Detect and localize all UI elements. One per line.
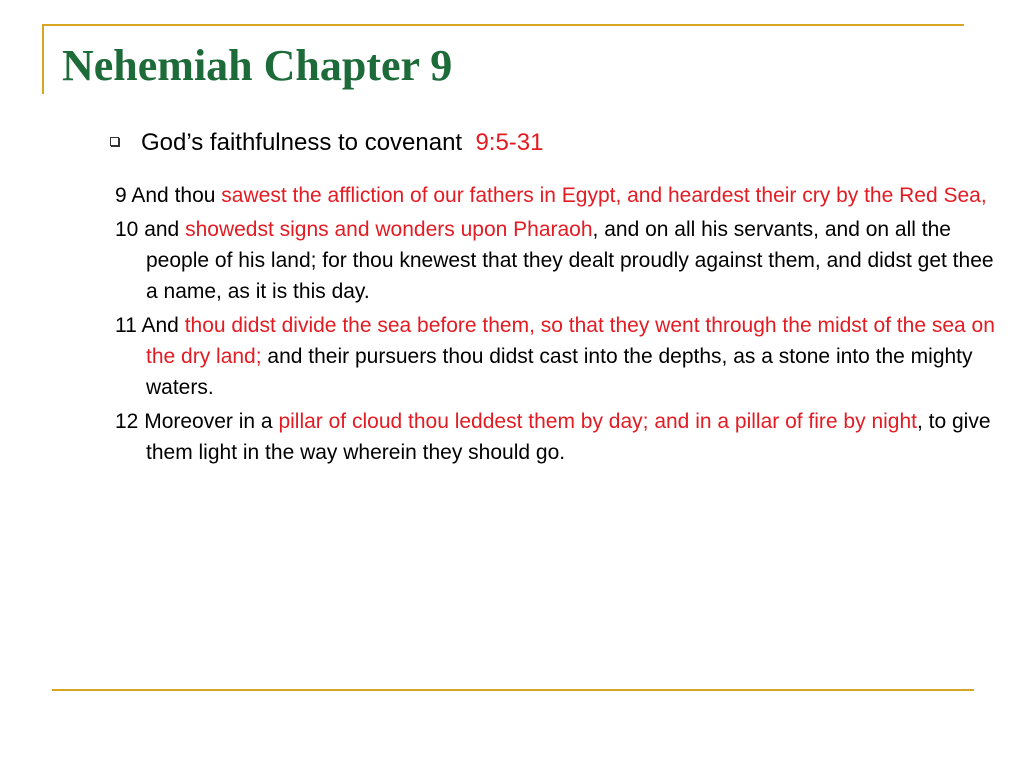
verse-number: 9: [115, 184, 127, 207]
square-bullet-icon: [110, 137, 119, 146]
verse-number: 10: [115, 218, 139, 241]
verse-12: [115, 406, 1005, 468]
slide-title: Nehemiah Chapter 9: [62, 41, 453, 90]
verse-highlight: showedst signs and wonders upon Pharaoh: [185, 218, 593, 241]
verse-10: [115, 214, 1005, 307]
bullet-text: God’s faithfulness to covenant: [141, 129, 463, 156]
verse-highlight: sawest the affliction of our fathers in Egypt, and heardest their cry by the Red Sea,: [221, 184, 987, 207]
verse-text: Moreover in a: [144, 410, 273, 433]
verse-text: And thou: [131, 184, 216, 207]
verse-9: [115, 180, 1005, 211]
verse-number: 11: [115, 314, 137, 337]
verse-text-rest: , to give them light in the way wherein they should go.: [146, 410, 991, 464]
verse-11: [115, 310, 1005, 403]
bullet-item: [110, 127, 544, 159]
verse-highlight: pillar of cloud thou leddest them by day; and in a pillar of fire by night: [278, 410, 917, 433]
verse-highlight: thou didst divide the sea before them, so that they went through the midst of the sea on the dry land;: [146, 314, 995, 368]
verse-text-rest: and their pursuers thou didst cast into the depths, as a stone into the mighty waters.: [146, 345, 973, 399]
verse-text-rest: , and on all his servants, and on all the people of his land; for thou knewest that they dealt proudly against them, and didst get thee a name, as it is this day.: [146, 218, 994, 303]
verse-text: And: [141, 314, 179, 337]
verse-text: and: [144, 218, 180, 241]
frame-bottom-line: [52, 689, 974, 691]
frame-left-line: [42, 24, 44, 94]
verse-list: [115, 180, 1005, 471]
bullet-reference: 9:5-31: [475, 129, 544, 156]
frame-top-line: [42, 24, 964, 26]
verse-number: 12: [115, 410, 139, 433]
